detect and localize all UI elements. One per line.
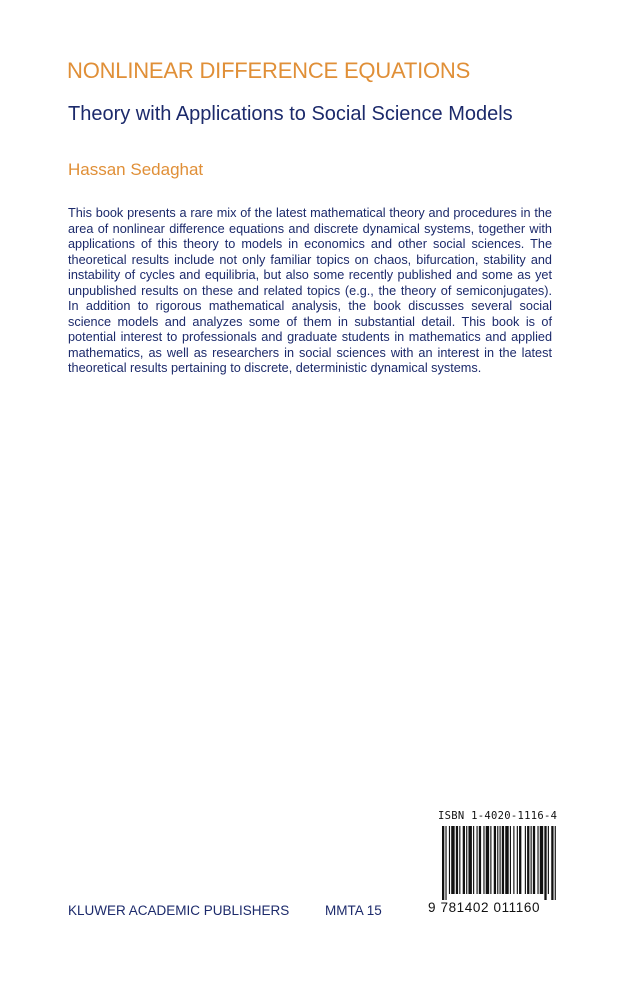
barcode-bar <box>490 826 491 894</box>
barcode-bar <box>449 826 450 894</box>
barcode-bar <box>513 826 514 894</box>
author-name: Hassan Sedaghat <box>68 160 204 179</box>
barcode-bar <box>497 826 498 894</box>
barcode-bar <box>456 826 458 894</box>
barcode-bar <box>486 826 489 894</box>
barcode-bar <box>483 826 484 894</box>
publisher-name: KLUWER ACADEMIC PUBLISHERS <box>68 903 290 918</box>
book-title: NONLINEAR DIFFERENCE EQUATIONS <box>67 58 471 83</box>
barcode-bar <box>517 826 518 894</box>
book-description: This book presents a rare mix of the latest mathematical theory and procedures in the area of nonlinear difference equations and discrete dynamical systems, together with applications of this theory to models in economics and other social sciences. The theoretical results include not only familiar topics on chaos, bifurcation, stability and instability of cycles and equilibria, but also some recently published and some as yet unpublished results on these and related topics (e.g., the theory of semiconjugates). In addition to rigorous mathematical analysis, the book discusses several social science models and analyzes some of them in substantial detail. This book is of potential interest to professionals and graduate students in mathematics and applied mathematics, as well as researchers in social sciences with an interest in the latest theoretical results pertaining to discrete, deterministic dynamical systems. <box>68 206 552 375</box>
book-subtitle: Theory with Applications to Social Science Models <box>68 103 513 125</box>
barcode-bar <box>479 826 481 894</box>
barcode-bar <box>527 826 529 894</box>
barcode-bar <box>537 826 538 894</box>
barcode-block <box>428 810 568 922</box>
barcode-bar <box>548 826 549 894</box>
barcode-bar <box>525 826 526 894</box>
barcode-bar <box>477 826 478 894</box>
barcode-bar <box>494 826 496 894</box>
barcode-bar <box>445 826 446 900</box>
barcode-bar <box>463 826 465 894</box>
barcode-bar <box>502 826 504 894</box>
barcode-bar <box>551 826 553 900</box>
ean-number: 9 781402 011160 <box>428 900 541 915</box>
barcode-bar <box>466 826 467 894</box>
series-code: MMTA 15 <box>325 903 382 918</box>
barcode-bar <box>555 826 556 900</box>
barcode-bar <box>533 826 535 894</box>
barcode-bar <box>544 826 546 900</box>
barcode-bar <box>468 826 471 894</box>
barcode-image <box>428 826 558 902</box>
barcode-bar <box>505 826 508 894</box>
barcode-bar <box>510 826 511 894</box>
barcode-bar <box>531 826 532 894</box>
barcode-bar <box>540 826 543 894</box>
barcode-bar <box>451 826 454 894</box>
barcode-bar <box>442 826 444 900</box>
barcode-bar <box>459 826 460 894</box>
barcode-bar <box>500 826 501 894</box>
barcode-bar <box>519 826 521 894</box>
isbn-text: ISBN 1-4020-1116-4 <box>438 810 558 822</box>
barcode-bar <box>473 826 474 894</box>
